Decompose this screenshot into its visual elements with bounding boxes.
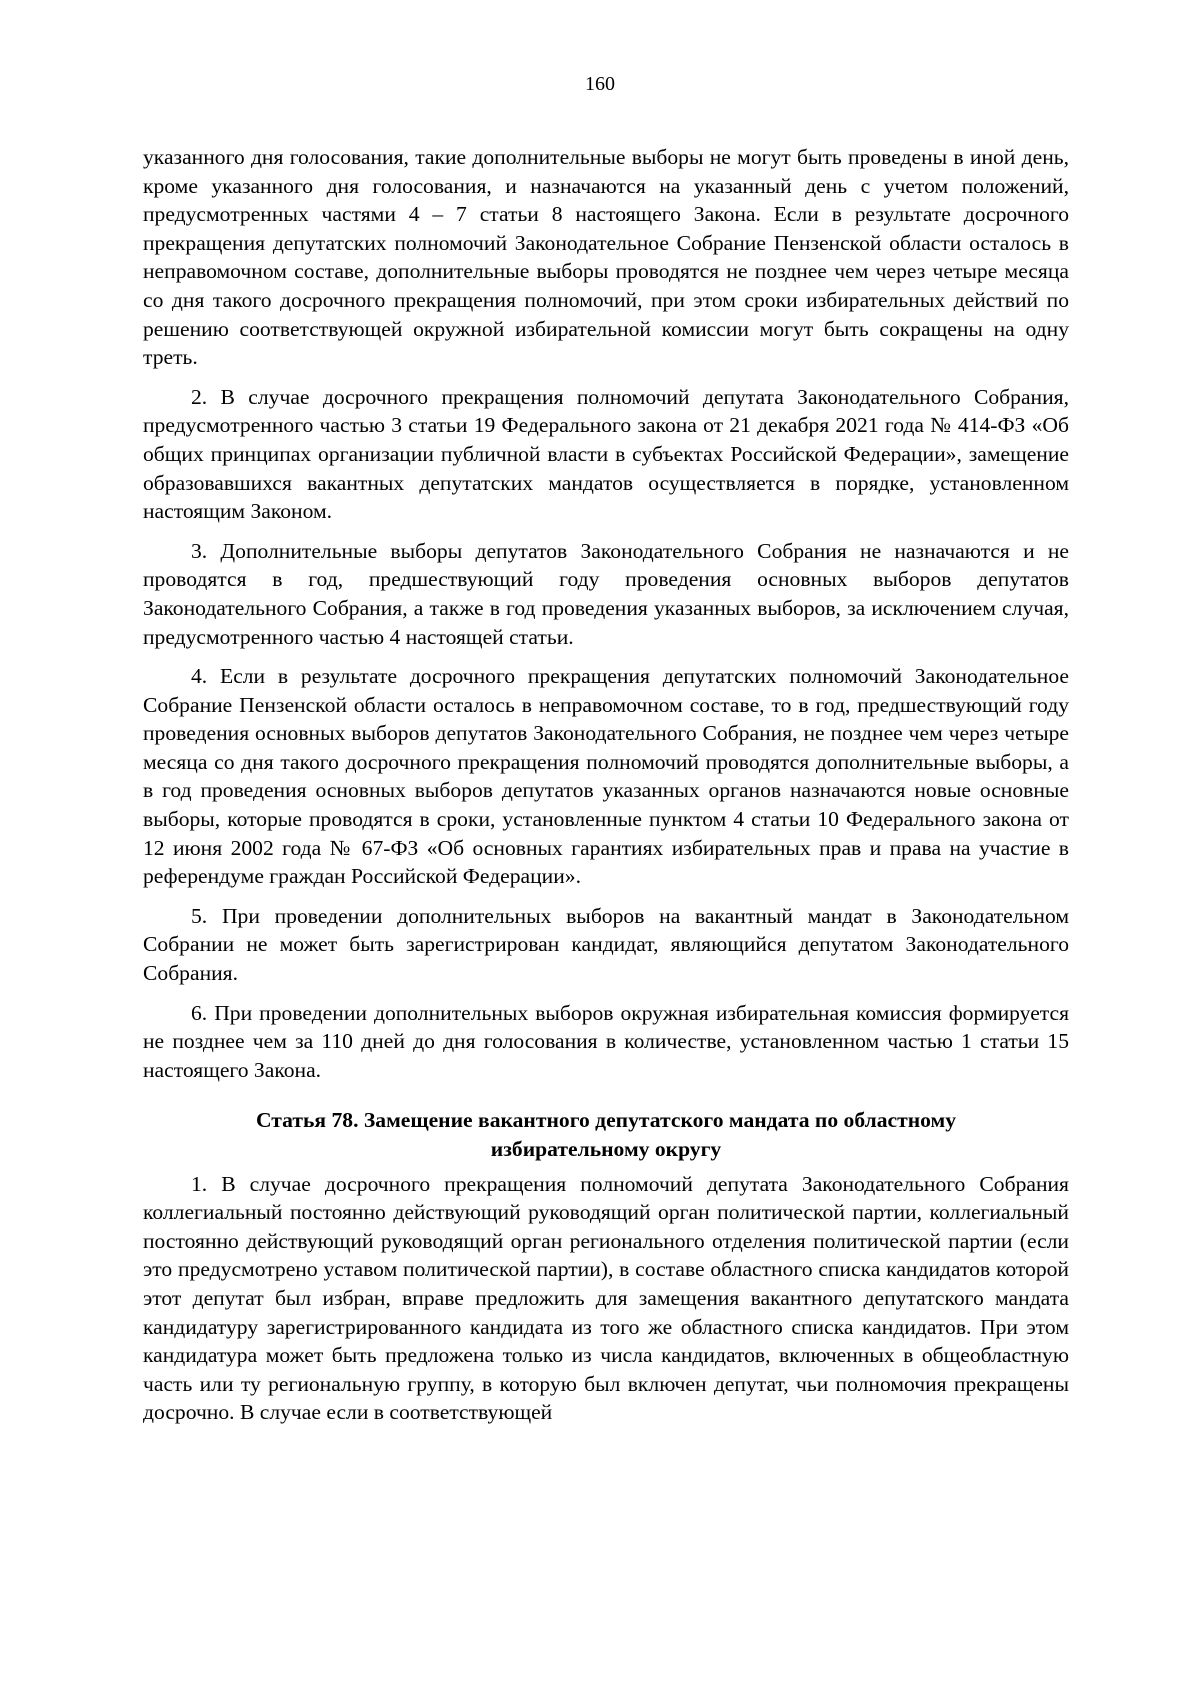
document-body	[143, 143, 1069, 1438]
article-heading: Статья 78. Замещение вакантного депутатского мандата по областному избирательному округу	[255, 1108, 957, 1161]
article-78-paragraph-1: 1. В случае досрочного прекращения полномочий депутата Законодательного Собрания коллегиальный постоянно действующий руководящий орган политической партии, коллегиальный постоянно действующий руководящий орган регионального отделения политической партии (если это предусмотрено уставом политической партии), в составе областного списка кандидатов которой этот депутат был избран, вправе предложить для замещения вакантного депутатского мандата кандидатуру зарегистрированного кандидата из того же областного списка кандидатов. При этом кандидатура может быть предложена только из числа кандидатов, включенных в общеобластную часть или ту региональную группу, в которую был включен депутат, чьи полномочия прекращены досрочно. В случае если в соответствующей	[143, 1171, 1069, 1425]
paragraph-continuation: указанного дня голосования, такие дополнительные выборы не могут быть проведены в иной день, кроме указанного дня голосования, и назначаются на указанный день с учетом положений, предусмотренных частями 4 – 7 статьи 8 настоящего Закона. Если в результате досрочного прекращения депутатских полномочий Законодательное Собрание Пензенской области осталось в неправомочном составе, дополнительные выборы проводятся не позднее чем через четыре месяца со дня такого досрочного прекращения полномочий, при этом сроки избирательных действий по решению соответствующей окружной избирательной комиссии могут быть сокращены на одну треть.	[143, 145, 1069, 370]
paragraph-item-2: 2. В случае досрочного прекращения полномочий депутата Законодательного Собрания, предусмотренного частью 3 статьи 19 Федерального закона от 21 декабря 2021 года № 414-ФЗ «Об общих принципах организации публичной власти в субъектах Российской Федерации», замещение образовавшихся вакантных депутатских мандатов осуществляется в порядке, установленном настоящим Законом.	[143, 384, 1069, 524]
paragraph-item-5: 5. При проведении дополнительных выборов на вакантный мандат в Законодательном Собрании не может быть зарегистрирован кандидат, являющийся депутатом Законодательного Собрания.	[143, 903, 1069, 986]
paragraph-item-3: 3. Дополнительные выборы депутатов Законодательного Собрания не назначаются и не проводятся в год, предшествующий году проведения основных выборов депутатов Законодательного Собрания, а также в год проведения указанных выборов, за исключением случая, предусмотренного частью 4 настоящей статьи.	[143, 538, 1069, 649]
paragraph-item-4: 4. Если в результате досрочного прекращения депутатских полномочий Законодательное Собрание Пензенской области осталось в неправомочном составе, то в год, предшествующий году проведения основных выборов депутатов Законодательного Собрания, не позднее чем через четыре месяца со дня такого досрочного прекращения полномочий проводятся дополнительные выборы, а в год проведения основных выборов депутатов указанных органов назначаются новые основные выборы, которые проводятся в сроки, установленные пунктом 4 статьи 10 Федерального закона от 12 июня 2002 года № 67-ФЗ «Об основных гарантиях избирательных прав и права на участие в референдуме граждан Российской Федерации».	[143, 664, 1069, 889]
paragraph-item-6: 6. При проведении дополнительных выборов окружная избирательная комиссия формируется не позднее чем за 110 дней до дня голосования в количестве, установленном частью 1 статьи 15 настоящего Закона.	[143, 1000, 1069, 1082]
page-number: 160	[585, 73, 615, 95]
